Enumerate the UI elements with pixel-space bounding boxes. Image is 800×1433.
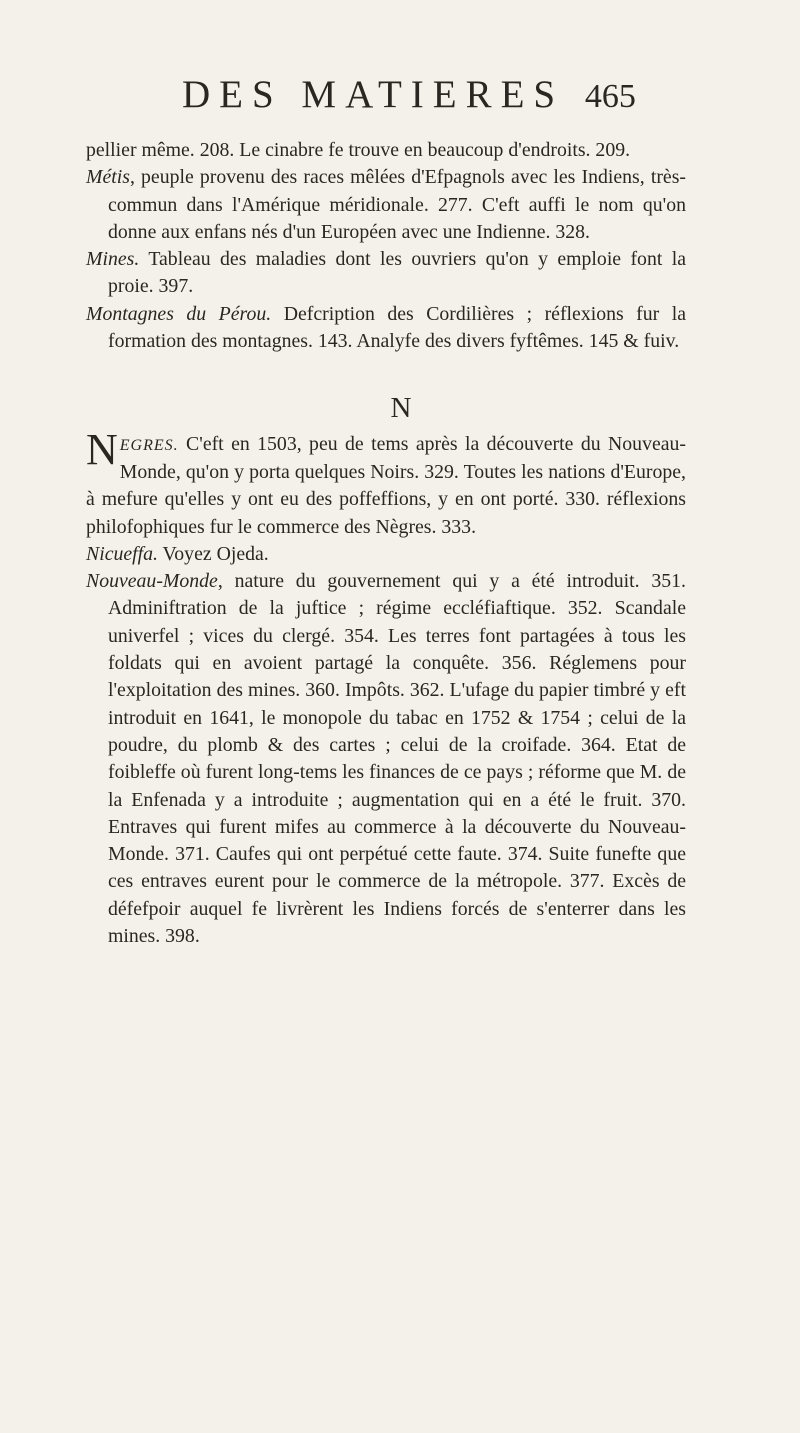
entry-head: Montagnes du Pérou. — [86, 302, 272, 325]
running-header — [182, 72, 702, 117]
section-letter: N — [390, 392, 412, 425]
entry-text: Tableau des maladies dont les ouvriers qu'on y emploie font la proie. 397. — [108, 248, 686, 298]
entry-text: C'eft en 1503, peu de tems après la découverte du Nouveau-Monde, qu'on y porta quelques Noirs. 329. Toutes les nations d'Europe, à mefure qu'elles y ont eu des poffeffions, y en ont porté. 330. réflexions philofophiques fur le commerce des Nègres. 333. — [86, 432, 686, 538]
index-entry — [86, 568, 686, 950]
entry-text: , peuple provenu des races mêlées d'Efpagnols avec les Indiens, très-commun dans l'Amérique méridionale. 277. C'eft auffi le nom qu'on donne aux enfans nés d'un Européen avec une Indienne. 328. — [108, 166, 686, 243]
index-entry — [86, 246, 686, 301]
entry-head: EGRES. — [119, 436, 179, 454]
entry-text: pellier même. 208. Le cinabre fe trouve en beaucoup d'endroits. 209. — [86, 139, 631, 161]
index-entry — [86, 137, 686, 164]
index-entry — [86, 541, 686, 568]
entry-text: , nature du gouvernement qui y a été introduit. 351. Adminiftration de la juftice ; régime eccléfiaftique. 352. Scandale univerfel ; vices du clergé. 354. Les terres font partagées à tous les foldats qui en avoient partagé la conquête. 356. Réglemens pour l'exploitation des mines. 360. Impôts. 362. L'ufage du papier timbré y eft introduit en 1641, le monopole du tabac en 1752 & 1754 ; celui de la poudre, du plomb & des cartes ; celui de la croifade. 364. Etat de foibleffe où furent long-tems les finances de ce pays ; réforme que M. de la Enfenada y a introduite ; augmentation qui en a été le fruit. 370. Entraves qui furent mifes au commerce à la découverte du Nouveau-Monde. 371. Caufes qui ont perpétué cette faute. 374. Suite funefte que ces entraves eurent pour le commerce de la métropole. 377. Excès de défefpoir auquel fe livrèrent les Indiens forcés de s'enterrer dans les mines. 398. — [108, 570, 686, 948]
header-title: DES MATIERES — [182, 73, 565, 116]
entry-head: Nouveau-Monde — [86, 570, 218, 593]
page-number: 465 — [584, 78, 636, 115]
entry-head: Nicueffa. — [86, 542, 158, 565]
index-entry — [86, 164, 686, 246]
index-text — [86, 137, 686, 950]
entry-head: Métis — [86, 166, 130, 189]
drop-initial: N — [86, 424, 118, 474]
entry-text: Defcription des Cordilières ; réflexions fur la formation des montagnes. 143. Analyfe des divers fyftêmes. 145 & fuiv. — [108, 302, 686, 353]
index-entry-negres — [86, 424, 686, 541]
index-entry — [86, 301, 686, 356]
entry-text: Voyez Ojeda. — [157, 542, 269, 565]
entry-head: Mines. — [86, 248, 140, 271]
